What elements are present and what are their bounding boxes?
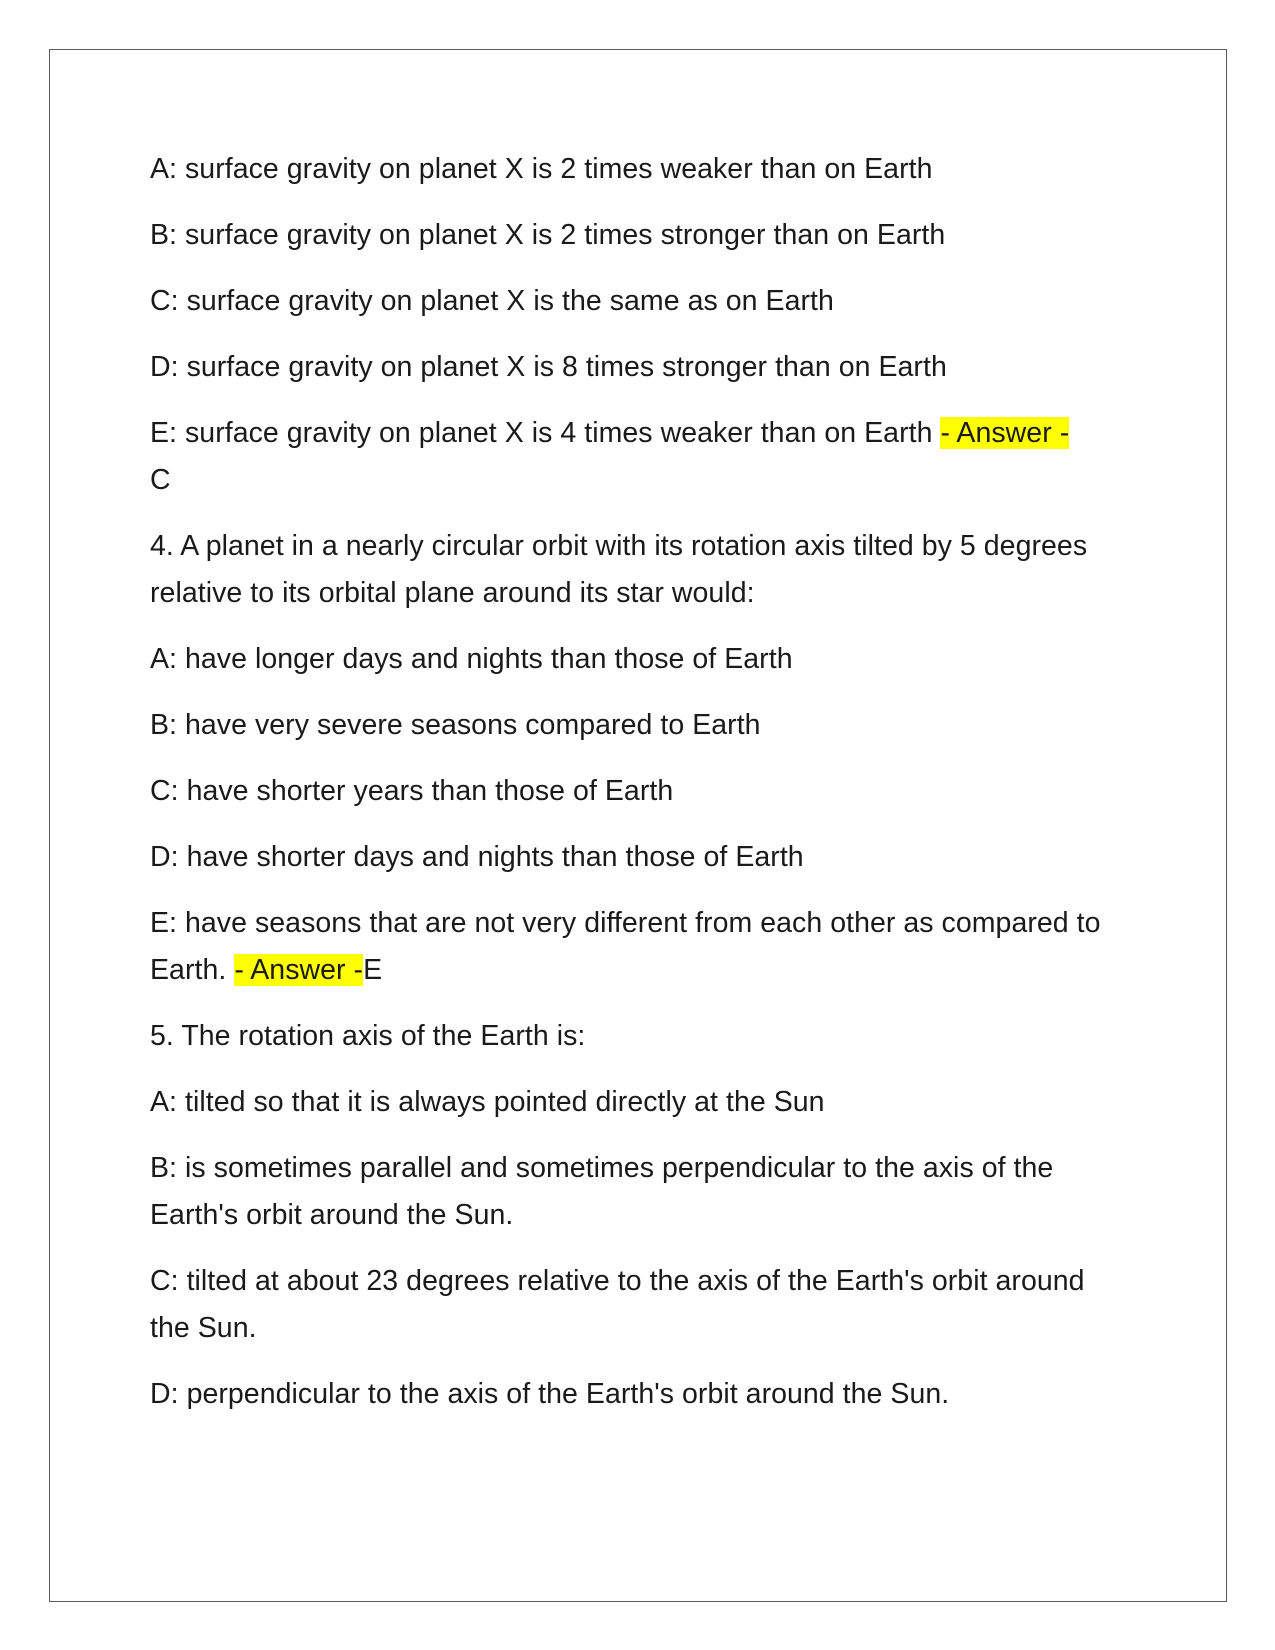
option-text: B: have very severe seasons compared to Earth bbox=[150, 709, 761, 741]
option-text: B: is sometimes parallel and sometimes perpendicular to the axis of the Earth's orbit around the Sun. bbox=[150, 1152, 1054, 1231]
q4-option-d bbox=[150, 834, 1130, 881]
option-text: D: perpendicular to the axis of the Earth's orbit around the Sun. bbox=[150, 1378, 950, 1410]
option-text: E: have seasons that are not very different from each other as compared to Earth. bbox=[150, 907, 1101, 986]
document-body bbox=[150, 146, 1130, 1437]
q4-option-b bbox=[150, 702, 1130, 749]
option-text: A: surface gravity on planet X is 2 times weaker than on Earth bbox=[150, 153, 933, 185]
answer-letter: E bbox=[363, 954, 383, 986]
option-text: A: have longer days and nights than those of Earth bbox=[150, 643, 793, 675]
answer-letter: C bbox=[150, 464, 171, 496]
q5-option-b bbox=[150, 1145, 1130, 1239]
q4-option-a bbox=[150, 636, 1130, 683]
q3-option-e bbox=[150, 410, 1130, 504]
question-text: 5. The rotation axis of the Earth is: bbox=[150, 1020, 586, 1052]
option-text: D: have shorter days and nights than those of Earth bbox=[150, 841, 804, 873]
q3-option-c bbox=[150, 278, 1130, 325]
question-text: 4. A planet in a nearly circular orbit with its rotation axis tilted by 5 degrees relative to its orbital plane around its star would: bbox=[150, 530, 1088, 609]
q5-option-c bbox=[150, 1258, 1130, 1352]
q3-option-b bbox=[150, 212, 1130, 259]
q5-option-d bbox=[150, 1371, 1130, 1418]
q5-question bbox=[150, 1013, 1130, 1060]
option-text: C: tilted at about 23 degrees relative to the axis of the Earth's orbit around the Sun. bbox=[150, 1265, 1085, 1344]
q4-option-e bbox=[150, 900, 1130, 994]
q5-option-a bbox=[150, 1079, 1130, 1126]
option-text: B: surface gravity on planet X is 2 times stronger than on Earth bbox=[150, 219, 946, 251]
option-text: A: tilted so that it is always pointed directly at the Sun bbox=[150, 1086, 825, 1118]
q3-option-d bbox=[150, 344, 1130, 391]
option-text: D: surface gravity on planet X is 8 times stronger than on Earth bbox=[150, 351, 947, 383]
q4-question bbox=[150, 523, 1130, 617]
answer-highlight: - Answer - bbox=[940, 417, 1070, 449]
q3-option-a bbox=[150, 146, 1130, 193]
q4-option-c bbox=[150, 768, 1130, 815]
option-text: E: surface gravity on planet X is 4 times weaker than on Earth bbox=[150, 417, 941, 449]
option-text: C: have shorter years than those of Earth bbox=[150, 775, 674, 807]
option-text: C: surface gravity on planet X is the same as on Earth bbox=[150, 285, 834, 317]
answer-highlight: - Answer - bbox=[234, 954, 364, 986]
